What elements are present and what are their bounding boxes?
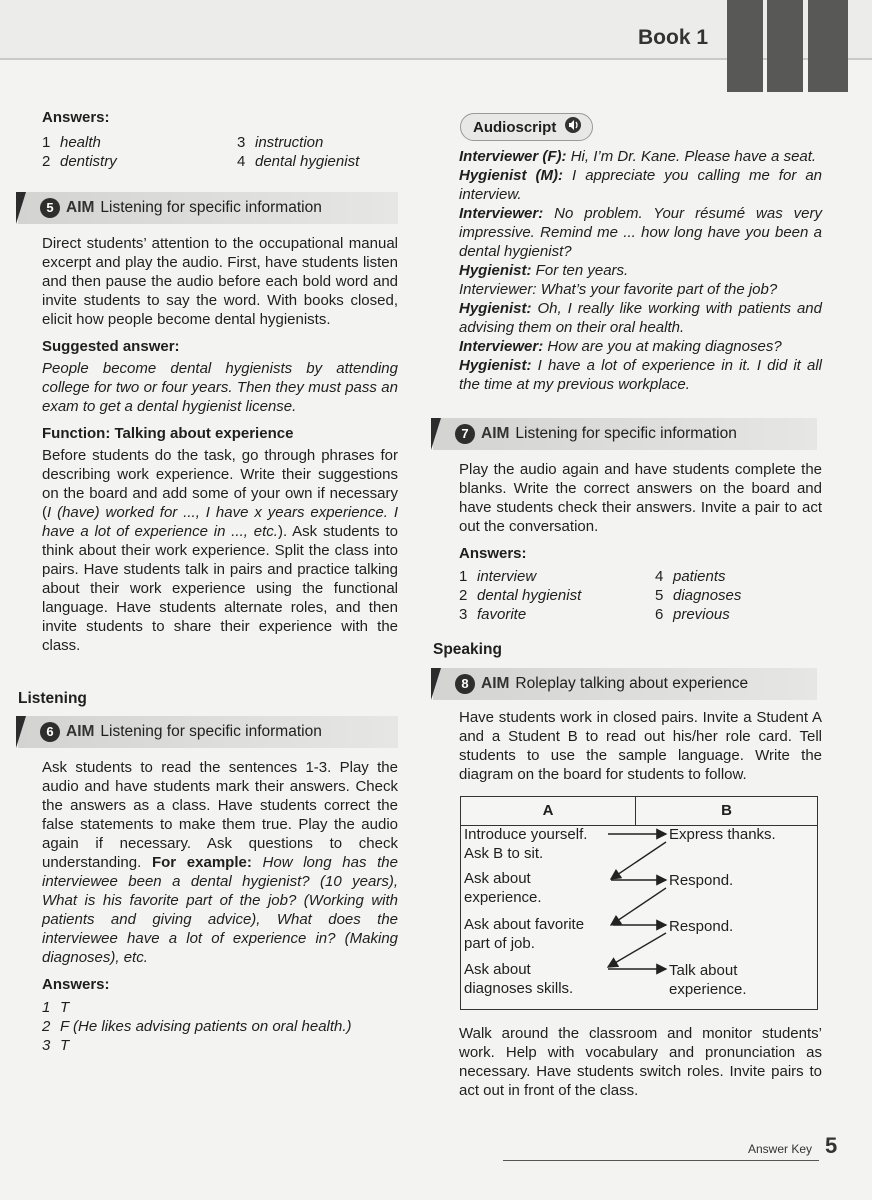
header-tab-1 bbox=[727, 0, 763, 92]
aim8-body bbox=[459, 708, 822, 784]
aim-wedge bbox=[431, 668, 441, 700]
aim-title: Roleplay talking about experience bbox=[515, 675, 749, 692]
aim-label: AIM bbox=[481, 675, 510, 692]
aim6-body bbox=[42, 758, 398, 1055]
listening-heading: Listening bbox=[18, 690, 87, 707]
speaking-heading: Speaking bbox=[433, 641, 502, 658]
aim6-paragraph: Ask students to read the sentences 1-3. Play the audio and have students mark their answers. Check the answers as a class. Have students correct the false statements to make them true. Play the audio again if necessary. Ask questions to check understanding. For example: How long has the interviewee been a dental hygienist? (10 years), What is his favorite part of the job? (Working with patients and giving advice), What does the interviewee have a lot of experience in? (Making diagnoses), etc. bbox=[42, 759, 398, 966]
aim-label: AIM bbox=[66, 199, 95, 216]
book-title: Book 1 bbox=[638, 26, 709, 49]
aim7-paragraph: Play the audio again and have students complete the blanks. Write the correct answers on the board and have students check their answers. Invite a pair to act out the conversation. bbox=[459, 461, 822, 535]
script-line: Interviewer: What’s your favorite part of the job? bbox=[459, 281, 778, 298]
script-line: Hygienist (M): I appreciate you calling me for an interview. bbox=[459, 167, 823, 203]
aim-number: 8 bbox=[455, 674, 475, 694]
diagram-a-4: Ask about diagnoses skills. bbox=[464, 961, 574, 997]
aim5-paragraph: Direct students’ attention to the occupational manual excerpt and play the audio. First, have students listen and then pause the audio before each bold word and invite students to say the word. With books closed, elicit how people become dental hygienists. bbox=[42, 235, 398, 328]
aim-8-bar bbox=[433, 668, 817, 700]
closing-paragraph: Walk around the classroom and monitor students’ work. Help with vocabulary and pronunciation as necessary. Have students switch roles. Invite pairs to act out in front of the class. bbox=[459, 1025, 822, 1099]
aim-label: AIM bbox=[66, 723, 95, 740]
diagram-a-1: Introduce yourself. Ask B to sit. bbox=[464, 826, 588, 862]
diagram-b-1: Express thanks. bbox=[669, 826, 776, 843]
script-line: Interviewer (F): Hi, I’m Dr. Kane. Please have a seat. bbox=[459, 148, 817, 165]
script-line: Hygienist: I have a lot of experience in it. I did it all the time at my previous workplace. bbox=[459, 357, 822, 393]
answer-item: 4 patients bbox=[655, 568, 726, 585]
aim8-paragraph: Have students work in closed pairs. Invite a Student A and a Student B to read out his/her role card. Tell students to use the sample language. Write the diagram on the board for students to follow. bbox=[459, 709, 822, 783]
answer-item: 3 T bbox=[42, 1037, 70, 1054]
function-paragraph: Before students do the task, go through phrases for describing work experience. Write their suggestions on the board and add some of your own if necessary (I (have) worked for ..., I have x years experience. I have a lot of experience in ..., etc.). Ask students to think about their work experience. Split the class into pairs. Have students talk in pairs and practice talking about their work experience using the functional language. Have students alternate roles, and then invite students to share their experience with the class. bbox=[42, 447, 399, 654]
aim-7-bar bbox=[433, 418, 817, 450]
header-tab-2 bbox=[767, 0, 803, 92]
answer-item: 5 diagnoses bbox=[655, 587, 742, 604]
aim-title: Listening for specific information bbox=[100, 199, 322, 216]
audioscript-label: Audioscript bbox=[473, 118, 557, 136]
answer-item: 1 health bbox=[42, 134, 101, 151]
answer-item: 3 favorite bbox=[459, 606, 527, 623]
audioscript bbox=[459, 147, 822, 394]
diagram-col-b: B bbox=[721, 802, 732, 819]
answers-label: Answers: bbox=[42, 109, 110, 126]
closing-body bbox=[459, 1024, 822, 1100]
answer-item: 4 dental hygienist bbox=[237, 153, 360, 170]
answer-item: 6 previous bbox=[655, 606, 730, 623]
aim-6-bar bbox=[18, 716, 398, 748]
suggested-answer-text: People become dental hygienists by attending college for two or four years. Then they must pass an exam to get a dental hygienist license. bbox=[42, 360, 398, 415]
footer-rule bbox=[503, 1160, 819, 1161]
page-number: 5 bbox=[825, 1133, 838, 1158]
footer-label: Answer Key bbox=[748, 1142, 813, 1156]
aim-title: Listening for specific information bbox=[100, 723, 322, 740]
script-line: Interviewer: How are you at making diagnoses? bbox=[459, 338, 782, 355]
diagram-b-3: Respond. bbox=[669, 918, 734, 935]
aim-title: Listening for specific information bbox=[515, 425, 737, 442]
suggested-answer-label: Suggested answer: bbox=[42, 338, 180, 355]
answers-list bbox=[42, 998, 398, 1055]
aim-number: 5 bbox=[40, 198, 60, 218]
aim-number: 6 bbox=[40, 722, 60, 742]
diagram-a-2: Ask about experience. bbox=[464, 870, 542, 906]
aim-5-bar bbox=[18, 192, 398, 224]
answer-item: 1 T bbox=[42, 999, 70, 1016]
left-column-body bbox=[42, 234, 398, 655]
diagram-b-2: Respond. bbox=[669, 872, 734, 889]
aim-wedge bbox=[16, 716, 26, 748]
answers-list bbox=[459, 567, 822, 624]
script-line: Hygienist: Oh, I really like working with patients and advising them on their oral health. bbox=[459, 300, 822, 336]
roleplay-diagram bbox=[460, 796, 818, 1010]
speaker-icon bbox=[564, 117, 582, 137]
diagram-a-3: Ask about favorite part of job. bbox=[464, 916, 585, 952]
aim7-body bbox=[459, 460, 822, 624]
audioscript-pill bbox=[460, 113, 593, 141]
answer-item: 2 dental hygienist bbox=[459, 587, 582, 604]
answers-label: Answers: bbox=[42, 976, 110, 993]
script-line: Hygienist: For ten years. bbox=[459, 262, 629, 279]
header-tab-3 bbox=[808, 0, 848, 92]
answer-item: 1 interview bbox=[459, 568, 537, 585]
answer-item: 2 F (He likes advising patients on oral health.) bbox=[42, 1018, 352, 1035]
function-label: Function: Talking about experience bbox=[42, 425, 294, 442]
left-column bbox=[42, 108, 398, 171]
diagram-col-a: A bbox=[461, 797, 636, 825]
answers-list bbox=[42, 133, 398, 171]
aim-number: 7 bbox=[455, 424, 475, 444]
answers-label: Answers: bbox=[459, 545, 527, 562]
diagram-arrows bbox=[461, 797, 817, 1009]
answer-item: 3 instruction bbox=[237, 134, 324, 151]
script-line: Interviewer: No problem. Your résumé was very impressive. Remind me ... how long have you been a dental hygienist? bbox=[459, 205, 822, 260]
diagram-b-4: Talk about experience. bbox=[669, 962, 747, 998]
answer-item: 2 dentistry bbox=[42, 153, 117, 170]
aim-wedge bbox=[431, 418, 441, 450]
aim-label: AIM bbox=[481, 425, 510, 442]
aim-wedge bbox=[16, 192, 26, 224]
